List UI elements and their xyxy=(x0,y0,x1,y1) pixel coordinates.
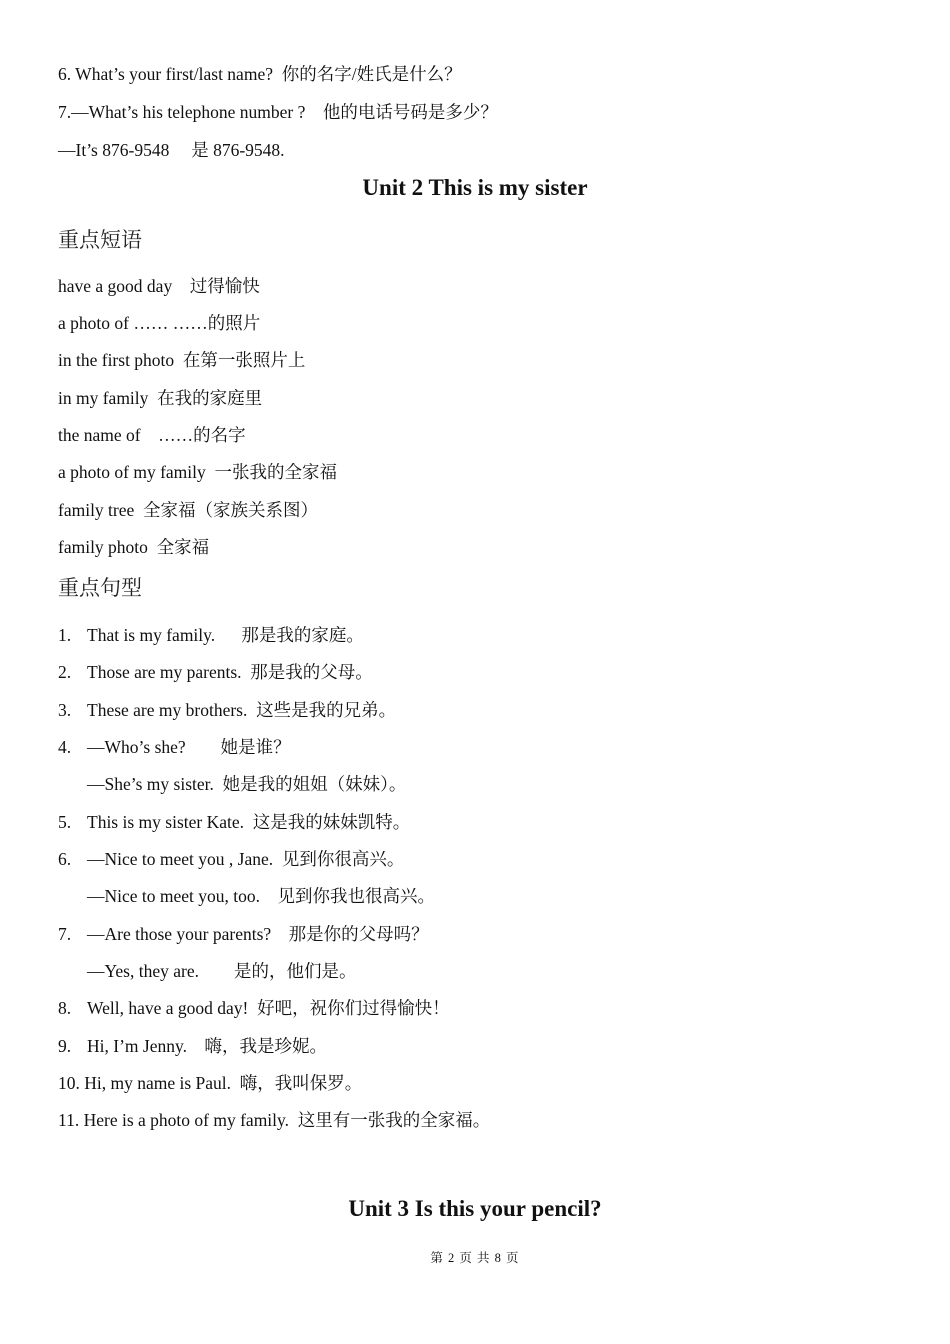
sentence-text: Well, have a good day! 好吧，祝你们过得愉快！ xyxy=(87,998,450,1018)
sentence-text: Hi, I’m Jenny. 嗨，我是珍妮。 xyxy=(87,1036,327,1056)
sentences-heading: 重点句型 xyxy=(58,576,142,600)
numbered-sentence xyxy=(58,1072,362,1094)
sentence-number: 3. xyxy=(58,700,72,720)
unit3-title: Unit 3 Is this your pencil? xyxy=(348,1196,602,1221)
sentence-number: 7. xyxy=(58,924,72,944)
sentence-number: 5. xyxy=(58,812,72,832)
numbered-sentence xyxy=(58,1035,327,1057)
numbered-sentence xyxy=(58,960,356,982)
sentence-text: That is my family. 那是我的家庭。 xyxy=(87,625,364,645)
phrase-line: in my family 在我的家庭里 xyxy=(58,388,263,408)
sentence-number: 1. xyxy=(58,625,72,645)
sentence-number: 4. xyxy=(58,737,72,757)
sentence-number: 2. xyxy=(58,662,72,682)
sentence-number: 8. xyxy=(58,998,72,1018)
sentence-text: —Nice to meet you, too. 见到你我也很高兴。 xyxy=(87,886,436,906)
sentence-text: —Who’s she? 她是谁？ xyxy=(87,737,291,757)
sentence-text: —She’s my sister. 她是我的姐姐（妹妹）。 xyxy=(87,774,407,794)
page-footer: 第 2 页 共 8 页 xyxy=(430,1251,520,1265)
phrase-line: in the first photo 在第一张照片上 xyxy=(58,350,306,370)
phrase-line: have a good day 过得愉快 xyxy=(58,276,260,296)
numbered-sentence xyxy=(58,624,364,646)
phrases-heading: 重点短语 xyxy=(58,228,142,252)
phrase-line: a photo of …… ……的照片 xyxy=(58,313,261,333)
numbered-sentence xyxy=(58,997,450,1019)
numbered-sentence xyxy=(58,923,429,945)
sentence-number: 6. xyxy=(58,849,72,869)
sentence-line: 7.—What’s his telephone number ? 他的电话号码是多少？ xyxy=(58,102,498,122)
numbered-sentence xyxy=(58,885,435,907)
numbered-sentence xyxy=(58,736,291,758)
sentence-text: These are my brothers. 这些是我的兄弟。 xyxy=(87,700,397,720)
numbered-sentence xyxy=(58,699,396,721)
phrase-line: the name of ……的名字 xyxy=(58,425,246,445)
sentence-line: —It’s 876-9548 是 876-9548. xyxy=(58,140,285,160)
sentence-text: —Are those your parents? 那是你的父母吗？ xyxy=(87,924,429,944)
sentence-number: 11. xyxy=(58,1110,80,1130)
numbered-sentence xyxy=(58,848,404,870)
numbered-sentence xyxy=(58,661,373,683)
numbered-sentence xyxy=(58,773,406,795)
sentence-text: Those are my parents. 那是我的父母。 xyxy=(87,662,373,682)
sentence-number: 10. xyxy=(58,1073,80,1093)
sentence-line: 6. What’s your first/last name? 你的名字/姓氏是什么？ xyxy=(58,64,462,84)
unit2-title: Unit 2 This is my sister xyxy=(362,175,588,200)
sentence-number: 9. xyxy=(58,1036,72,1056)
numbered-sentence xyxy=(58,1109,490,1131)
sentence-text: —Yes, they are. 是的，他们是。 xyxy=(87,961,357,981)
sentence-text: Here is a photo of my family. 这里有一张我的全家福。 xyxy=(83,1110,491,1130)
sentence-text: Hi, my name is Paul. 嗨，我叫保罗。 xyxy=(84,1073,363,1093)
numbered-sentence xyxy=(58,811,410,833)
phrase-line: family photo 全家福 xyxy=(58,537,210,557)
phrase-line: family tree 全家福（家族关系图） xyxy=(58,500,319,520)
sentence-text: This is my sister Kate. 这是我的妹妹凯特。 xyxy=(87,812,411,832)
sentence-text: —Nice to meet you , Jane. 见到你很高兴。 xyxy=(87,849,405,869)
phrase-line: a photo of my family 一张我的全家福 xyxy=(58,462,337,482)
